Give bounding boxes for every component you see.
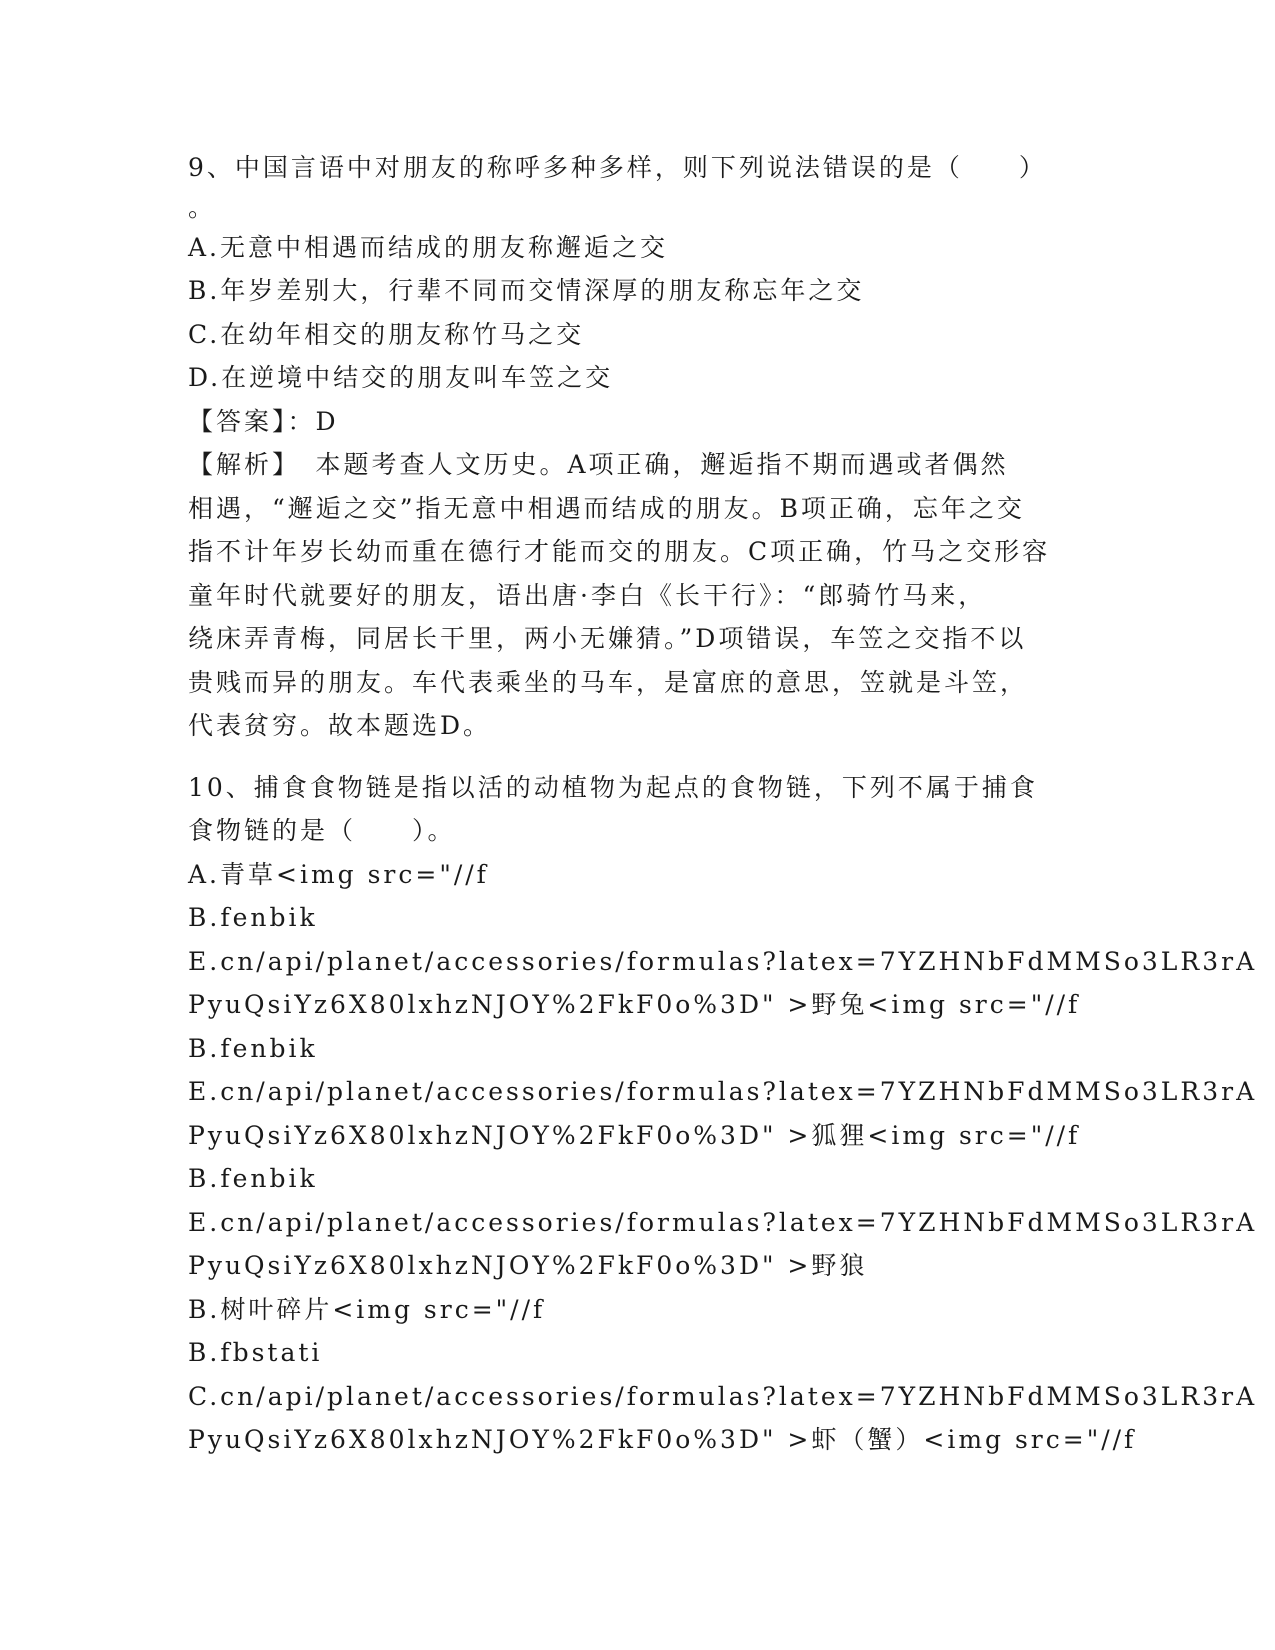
question-separator (188, 748, 1088, 758)
question-9-option-a: A.无意中相遇而结成的朋友称邂逅之交 (188, 232, 669, 262)
question-10-option-line-12: B.fbstati (188, 1338, 323, 1367)
question-10-option-line-14: PyuQsiYz6X80lxhzNJOY%2FkF0o%3D" >虾（蟹）<img src="//f (188, 1425, 1137, 1454)
question-10-option-line-10: PyuQsiYz6X80lxhzNJOY%2FkF0o%3D" >野狼 (188, 1251, 868, 1280)
question-10-option-line-8: B.fenbik (188, 1164, 318, 1193)
question-10-stem-line-2: 食物链的是（ ）。 (188, 816, 456, 845)
question-9-answer: 【答案】：D (188, 406, 339, 436)
question-10-option-line-7: PyuQsiYz6X80lxhzNJOY%2FkF0o%3D" >狐狸<img src="//f (188, 1120, 1081, 1150)
question-10-option-line-13: C.cn/api/planet/accessories/formulas?latex=7YZHNbFdMMSo3LR3rA (188, 1381, 1258, 1411)
question-10 (188, 766, 1258, 1462)
question-9-option-d: D.在逆境中结交的朋友叫车笠之交 (188, 363, 614, 392)
question-10-option-line-11: B.树叶碎片<img src="//f (188, 1294, 546, 1324)
question-9-option-b: B.年岁差别大，行辈不同而交情深厚的朋友称忘年之交 (188, 276, 865, 305)
question-9 (188, 146, 1088, 748)
question-9-stem-line-2: 。 (188, 192, 217, 222)
question-9-analysis-line-5: 绕床弄青梅，同居长干里，两小无嫌猜。”D项错误，车笠之交指不以 (188, 624, 1027, 653)
question-10-option-line-3: E.cn/api/planet/accessories/formulas?latex=7YZHNbFdMMSo3LR3rA (188, 946, 1258, 976)
question-10-option-line-9: E.cn/api/planet/accessories/formulas?latex=7YZHNbFdMMSo3LR3rA (188, 1207, 1258, 1237)
question-9-analysis-line-2: 相遇，“邂逅之交”指无意中相遇而结成的朋友。B项正确，忘年之交 (188, 493, 1025, 523)
question-9-analysis-line-7: 代表贫穷。故本题选D。 (188, 711, 492, 740)
question-10-option-line-4: PyuQsiYz6X80lxhzNJOY%2FkF0o%3D" >野兔<img src="//f (188, 990, 1081, 1019)
document-page (188, 146, 1258, 1462)
question-10-stem-line-1: 10、捕食食物链是指以活的动植物为起点的食物链，下列不属于捕食 (188, 772, 1038, 802)
question-9-option-c: C.在幼年相交的朋友称竹马之交 (188, 319, 585, 349)
question-10-option-line-1: A.青草<img src="//f (188, 859, 489, 889)
question-9-analysis-line-4: 童年时代就要好的朋友，语出唐·李白《长干行》：“郎骑竹马来， (188, 580, 987, 610)
question-9-analysis-line-1: 【解析】 本题考查人文历史。A项正确，邂逅指不期而遇或者偶然 (188, 450, 1009, 479)
question-9-analysis-line-6: 贵贱而异的朋友。车代表乘坐的马车，是富庶的意思，笠就是斗笠， (188, 667, 1029, 697)
question-10-option-line-6: E.cn/api/planet/accessories/formulas?latex=7YZHNbFdMMSo3LR3rA (188, 1077, 1258, 1106)
question-9-analysis-line-3: 指不计年岁长幼而重在德行才能而交的朋友。C项正确，竹马之交形容 (188, 537, 1051, 566)
question-9-stem-line-1: 9、中国言语中对朋友的称呼多种多样，则下列说法错误的是（ ） (188, 153, 1047, 182)
question-10-option-line-5: B.fenbik (188, 1033, 318, 1063)
question-10-option-line-2: B.fenbik (188, 903, 318, 932)
